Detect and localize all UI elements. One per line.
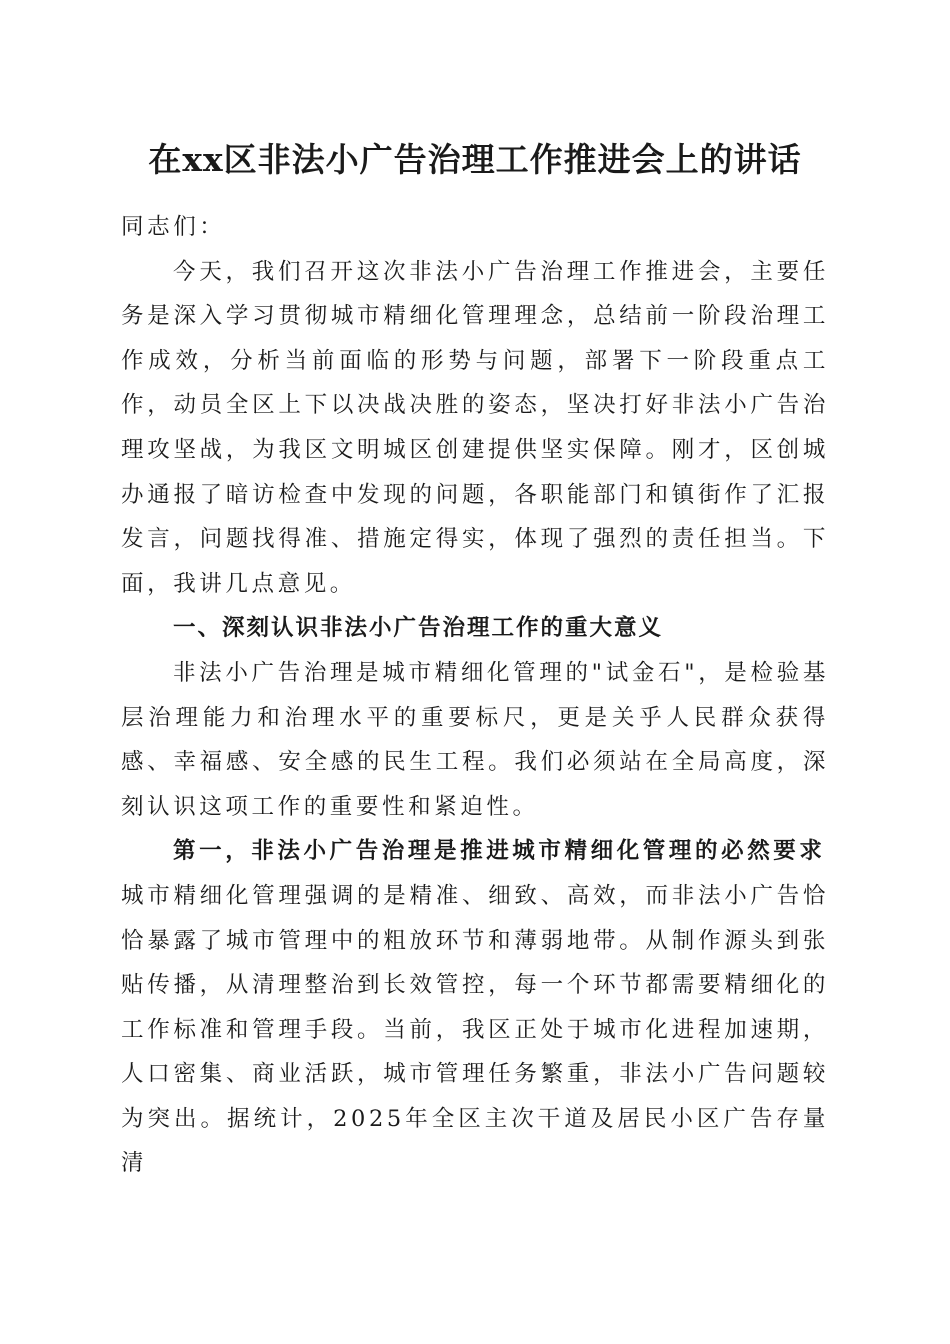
- salutation: 同志们：: [121, 214, 226, 240]
- paragraph-first-body: 城市精细化管理强调的是精准、细致、高效，而非法小广告恰恰暴露了城市管理中的粗放环节和薄弱地带。从制作源头到张贴传播，从清理整治到长效管控，每一个环节都需要精细化的工作标准和管理手段。当前，我区正处于城市化进程加速期，人口密集、商业活跃，城市管理任务繁重，非法小广告问题较为突出。据统计，2025年全区主次干道及居民小区广告存量清: [121, 882, 829, 1177]
- subheading-first: 第一，非法小广告治理是推进城市精细化管理的必然要求: [173, 838, 826, 865]
- document-body: [121, 205, 829, 1186]
- document-title: 在xx区非法小广告治理工作推进会上的讲话: [148, 140, 802, 179]
- section-heading-1: 一、深刻认识非法小广告治理工作的重大意义: [173, 615, 664, 642]
- paragraph-intro: 今天，我们召开这次非法小广告治理工作推进会，主要任务是深入学习贯彻城市精细化管理理念，总结前一阶段治理工作成效，分析当前面临的形势与问题，部署下一阶段重点工作，动员全区上下以决战决胜的姿态，坚决打好非法小广告治理攻坚战，为我区文明城区创建提供坚实保障。刚才，区创城办通报了暗访检查中发现的问题，各职能部门和镇街作了汇报发言，问题找得准、措施定得实，体现了强烈的责任担当。下面，我讲几点意见。: [121, 258, 829, 597]
- paragraph-significance: 非法小广告治理是城市精细化管理的"试金石"，是检验基层治理能力和治理水平的重要标尺，更是关乎人民群众获得感、幸福感、安全感的民生工程。我们必须站在全局高度，深刻认识这项工作的重要性和紧迫性。: [121, 659, 829, 820]
